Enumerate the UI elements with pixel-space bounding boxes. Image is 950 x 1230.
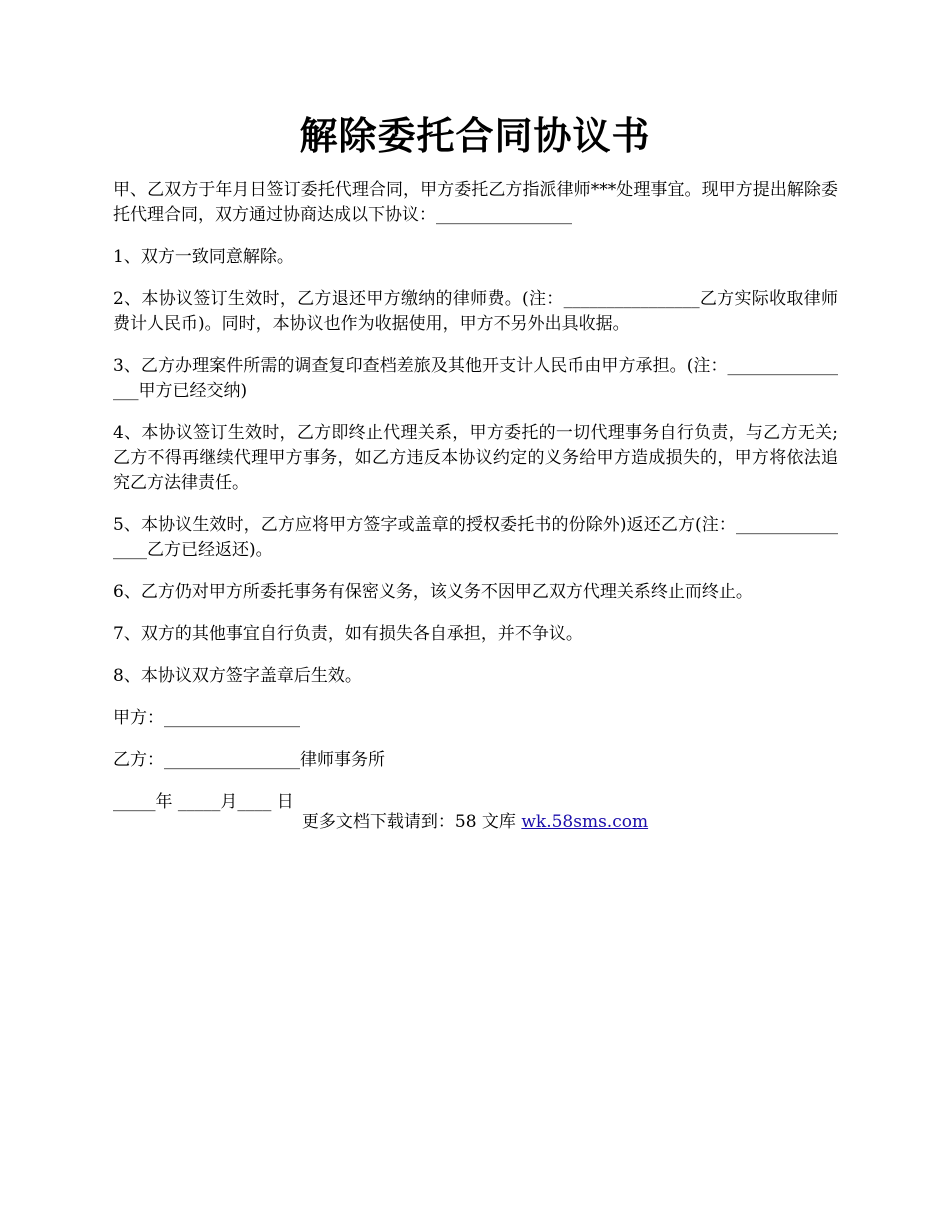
- download-footer: [0, 809, 950, 835]
- paragraph-clause-1: 1、双方一致同意解除。: [113, 247, 294, 267]
- paragraph-clause-5: 5、本协议生效时，乙方应将甲方签字或盖章的授权委托书的份除外)返还乙方(注：________________乙方已经返还)。: [113, 515, 838, 560]
- paragraph-clause-3: 3、乙方办理案件所需的调查复印查档差旅及其他开支计人民币由甲方承担。(注：________________甲方已经交纳): [113, 356, 838, 401]
- signature-party-a: 甲方：________________: [113, 708, 300, 728]
- document-title: 解除委托合同协议书: [299, 113, 651, 158]
- footer-link[interactable]: wk.58sms.com: [521, 812, 649, 832]
- document-body: [113, 178, 838, 832]
- paragraph-clause-8: 8、本协议双方签字盖章后生效。: [113, 666, 362, 686]
- paragraph-intro: 甲、乙双方于年月日签订委托代理合同，甲方委托乙方指派律师***处理事宜。现甲方提出解除委托代理合同，双方通过协商达成以下协议：________________: [113, 180, 838, 225]
- paragraph-clause-7: 7、双方的其他事宜自行负责，如有损失各自承担，并不争议。: [113, 624, 583, 644]
- paragraph-clause-6: 6、乙方仍对甲方所委托事务有保密义务，该义务不因甲乙双方代理关系终止而终止。: [113, 582, 753, 602]
- signature-date: _____年 _____月____ 日: [113, 792, 294, 812]
- signature-party-b: 乙方：________________律师事务所: [113, 750, 385, 770]
- paragraph-clause-4: 4、本协议签订生效时，乙方即终止代理关系，甲方委托的一切代理事务自行负责，与乙方无关;乙方不得再继续代理甲方事务，如乙方违反本协议约定的义务给甲方造成损失的，甲方将依法追究乙方法律责任。: [113, 423, 838, 493]
- footer-text: 更多文档下载请到：58 文库: [301, 812, 522, 832]
- paragraph-clause-2: 2、本协议签订生效时，乙方退还甲方缴纳的律师费。(注：________________乙方实际收取律师费计人民币)。同时，本协议也作为收据使用，甲方不另外出具收据。: [113, 289, 838, 334]
